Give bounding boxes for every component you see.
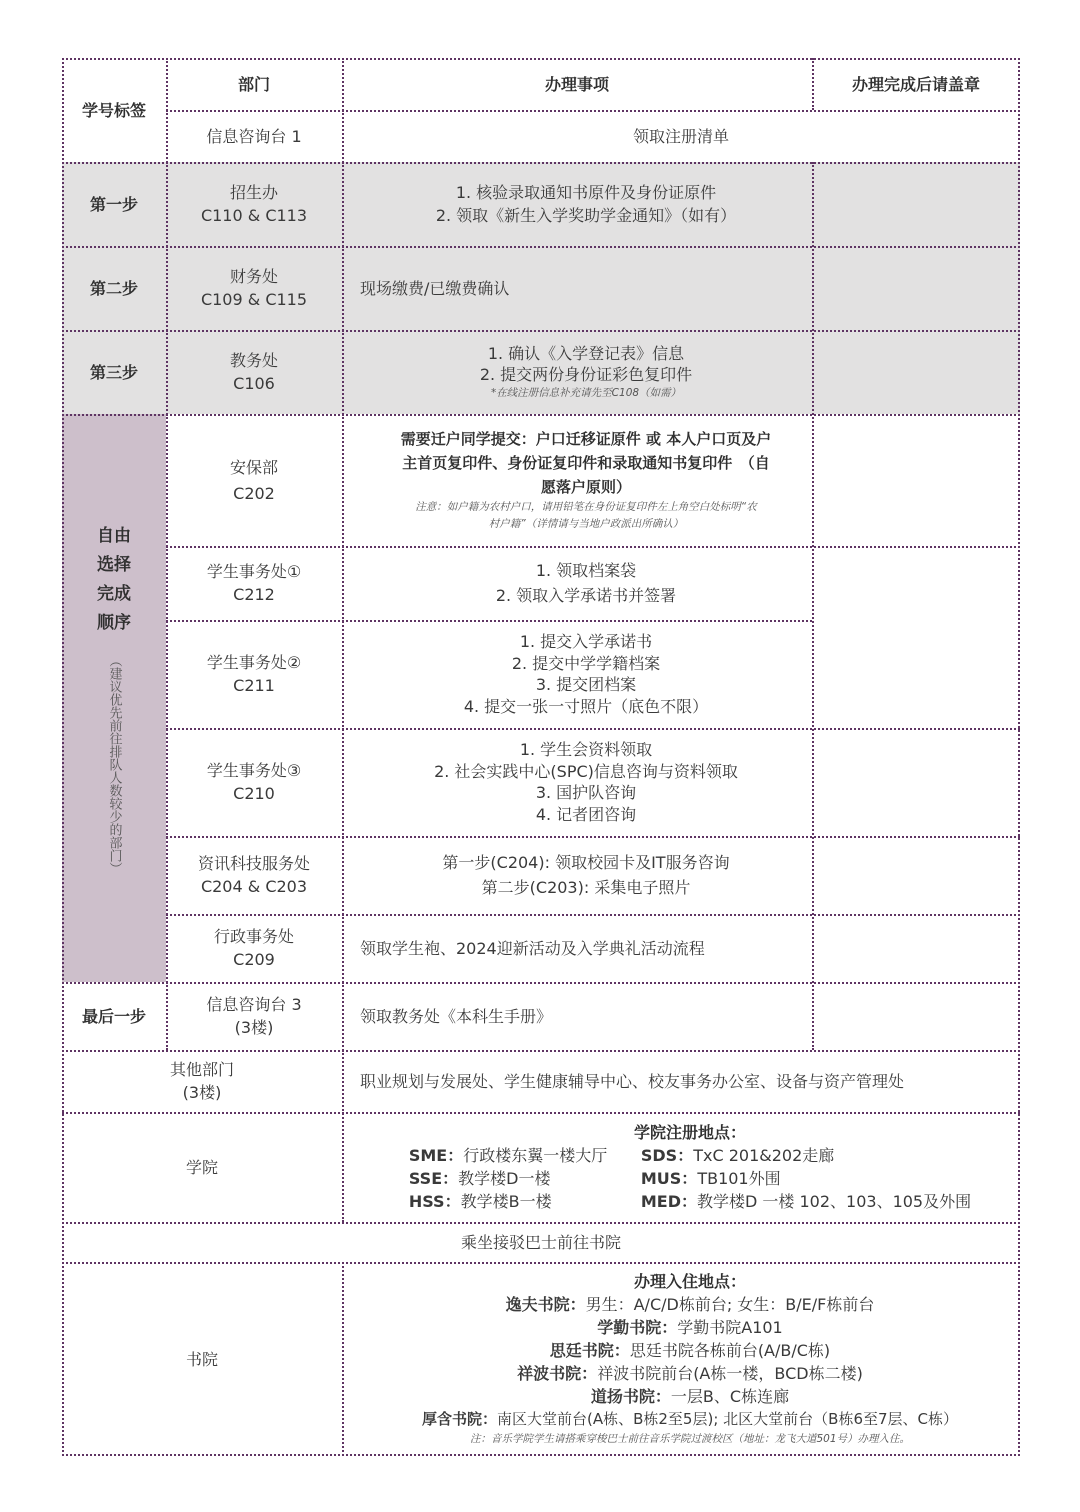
- student-affairs-2-name: 学生事务处②: [206, 653, 302, 672]
- bus-banner-text: 乘坐接驳巴士前往书院: [460, 1232, 621, 1252]
- it-services-item: 第二步(C203): 采集电子照片: [481, 878, 691, 897]
- row-divider: [166, 728, 1020, 730]
- other-depts-label: 其他部门: [169, 1060, 234, 1079]
- row-divider: [166, 914, 1020, 916]
- step1-item: 2. 领取《新生入学奖助学金通知》（如有）: [435, 206, 737, 225]
- step1-item: 1. 核验录取通知书原件及身份证原件: [455, 183, 717, 202]
- step2-dept-room: C109 & C115: [200, 290, 308, 309]
- security-dept-room: C202: [233, 483, 275, 503]
- student-affairs-2-item: 3. 提交团档案: [535, 675, 637, 694]
- college-place: 教学楼D 一楼 102、103、105及外围: [697, 1192, 972, 1211]
- step3-item: 2. 提交两份身份证彩色复印件: [479, 365, 693, 384]
- security-note: 注意：如户籍为农村户口，请用铅笔在身份证复印件左上角空白处标明“农: [415, 501, 757, 513]
- residential-name: 学勤书院：: [597, 1318, 678, 1337]
- col-department-label: 部门: [237, 74, 270, 94]
- step3-dept-room: C106: [233, 374, 275, 393]
- admin-affairs-task: 领取学生袍、2024迎新活动及入学典礼活动流程: [360, 938, 705, 958]
- security-line: 需要迁户同学提交：户口迁移证原件 或 本人户口页及户: [400, 430, 772, 448]
- college-code: HSS：: [408, 1192, 461, 1211]
- step3-item: 1. 确认《入学登记表》信息: [487, 344, 685, 363]
- step3-dept-name: 教务处: [229, 351, 278, 370]
- col-matters-label: 办理事项: [544, 74, 609, 94]
- col-stamp-label: 办理完成后请盖章: [851, 74, 980, 94]
- step1-dept-name: 招生办: [229, 183, 278, 202]
- admin-affairs-room: C209: [233, 950, 275, 969]
- last-step-label: 最后一步: [81, 1006, 146, 1026]
- free-order-label-line: 选择: [97, 554, 131, 575]
- security-line: 愿落户原则）: [540, 478, 631, 496]
- student-affairs-1-name: 学生事务处①: [206, 562, 302, 581]
- student-affairs-2-item: 2. 提交中学学籍档案: [511, 653, 661, 673]
- security-dept-name: 安保部: [229, 457, 278, 477]
- student-affairs-1-item: 2. 领取入学承诺书并签署: [495, 586, 677, 605]
- other-depts-sub: (3楼): [182, 1083, 222, 1102]
- college-code: SSE：: [408, 1169, 459, 1188]
- it-services-item: 第一步(C204): 领取校园卡及IT服务咨询: [442, 853, 730, 872]
- last-step-dept-room: (3楼): [234, 1018, 274, 1037]
- student-affairs-3-item: 4. 记者团咨询: [535, 804, 637, 824]
- row-divider: [62, 246, 1020, 248]
- student-affairs-1-item: 1. 领取档案袋: [535, 561, 637, 580]
- residential-place: 男生：A/C/D栋前台; 女生：B/E/F栋前台: [585, 1295, 875, 1314]
- step1-dept-room: C110 & C113: [200, 206, 308, 225]
- row-divider: [62, 1262, 1020, 1264]
- residential-place: 学勤书院A101: [677, 1318, 783, 1337]
- row-divider: [62, 330, 1020, 332]
- student-affairs-3-room: C210: [233, 784, 275, 803]
- student-affairs-3-item: 1. 学生会资料领取: [519, 740, 653, 759]
- student-affairs-2-item: 4. 提交一张一寸照片（底色不限）: [463, 696, 709, 716]
- student-id-label: 学号标签: [81, 100, 146, 120]
- row-divider: [166, 546, 1020, 548]
- residential-heading: 办理入住地点：: [633, 1272, 746, 1291]
- residential-place: 南区大堂前台(A栋、B栋2至5层); 北区大堂前台（B栋6至7层、C栋）: [496, 1410, 959, 1428]
- free-order-hint: （建议优先前往排队人数较少的部门）: [106, 653, 122, 875]
- table-border: [62, 58, 1020, 1456]
- row-divider: [166, 620, 812, 622]
- col-divider: [812, 58, 814, 110]
- row-divider: [62, 1112, 1020, 1114]
- student-affairs-3-item: 2. 社会实践中心(SPC)信息咨询与资料领取: [434, 761, 738, 781]
- student-affairs-2-item: 1. 提交入学承诺书: [519, 632, 653, 651]
- last-step-dept-name: 信息咨询台 3: [206, 995, 302, 1014]
- colleges-heading: 学院注册地点：: [633, 1123, 746, 1142]
- row-divider: [62, 982, 1020, 984]
- security-line: 主首页复印件、身份证复印件和录取通知书复印件 （自: [402, 454, 770, 472]
- college-code: MUS：: [640, 1169, 698, 1188]
- row-divider: [62, 1222, 1020, 1224]
- free-order-label-line: 自由: [97, 525, 131, 546]
- residential-name: 思廷书院：: [549, 1341, 630, 1360]
- college-place: TxC 201&202走廊: [693, 1146, 835, 1165]
- college-place: 行政楼东翼一楼大厅: [463, 1146, 608, 1165]
- other-depts-task: 职业规划与发展处、学生健康辅导中心、校友事务办公室、设备与资产管理处: [360, 1071, 905, 1091]
- col-divider: [342, 58, 344, 1222]
- row-divider: [62, 414, 1020, 416]
- step3-label: 第三步: [89, 362, 138, 382]
- last-step-task: 领取教务处《本科生手册》: [360, 1006, 553, 1026]
- colleges-label: 学院: [185, 1157, 218, 1177]
- step1-label: 第一步: [89, 194, 138, 214]
- step3-note: *在线注册信息补充请先至C108（如需）: [490, 387, 682, 399]
- college-place: TB101外围: [697, 1169, 781, 1188]
- student-affairs-2-room: C211: [233, 676, 275, 695]
- residential-label: 书院: [185, 1349, 218, 1369]
- row-divider: [62, 1050, 1020, 1052]
- residential-name: 祥波书院：: [517, 1364, 598, 1383]
- residential-place: 思廷书院各栋前台(A/B/C栋): [629, 1341, 831, 1360]
- row-divider: [62, 162, 1020, 164]
- col-divider: [812, 162, 814, 1050]
- residential-place: 祥波书院前台(A栋一楼，BCD栋二楼): [597, 1364, 863, 1383]
- free-order-label-line: 完成: [97, 583, 131, 604]
- student-affairs-3-item: 3. 国护队咨询: [535, 783, 637, 802]
- it-services-name: 资讯科技服务处: [197, 854, 310, 873]
- row-divider: [166, 836, 1020, 838]
- security-note: 村户籍”（详情请与当地户政派出所确认）: [488, 518, 684, 530]
- col-divider: [166, 58, 168, 1050]
- step2-task: 现场缴费/已缴费确认: [360, 278, 510, 298]
- info-desk-1-label: 信息咨询台 1: [206, 126, 302, 146]
- college-code: SME：: [408, 1146, 464, 1165]
- row-divider: [166, 110, 1020, 112]
- residential-name: 道扬书院：: [590, 1387, 671, 1406]
- info-desk-1-task: 领取注册清单: [632, 126, 729, 146]
- residential-name: 厚含书院：: [421, 1410, 497, 1428]
- step2-label: 第二步: [89, 278, 138, 298]
- step2-dept-name: 财务处: [229, 267, 278, 286]
- college-place: 教学楼B一楼: [460, 1192, 552, 1211]
- residential-place: 一层B、C栋连廊: [670, 1387, 790, 1406]
- student-affairs-1-room: C212: [233, 585, 275, 604]
- residential-note: 注：音乐学院学生请搭乘穿梭巴士前往音乐学院过渡校区（地址：龙飞大道501号）办理入住。: [469, 1433, 911, 1445]
- college-code: SDS：: [640, 1146, 694, 1165]
- col-divider: [342, 1262, 344, 1456]
- college-code: MED：: [640, 1192, 697, 1211]
- free-order-label-line: 顺序: [97, 612, 131, 633]
- registration-table: [62, 58, 1020, 1456]
- admin-affairs-name: 行政事务处: [213, 927, 294, 946]
- college-place: 教学楼D一楼: [458, 1169, 551, 1188]
- student-affairs-3-name: 学生事务处③: [206, 761, 302, 780]
- it-services-room: C204 & C203: [200, 877, 308, 896]
- residential-name: 逸夫书院：: [505, 1295, 586, 1314]
